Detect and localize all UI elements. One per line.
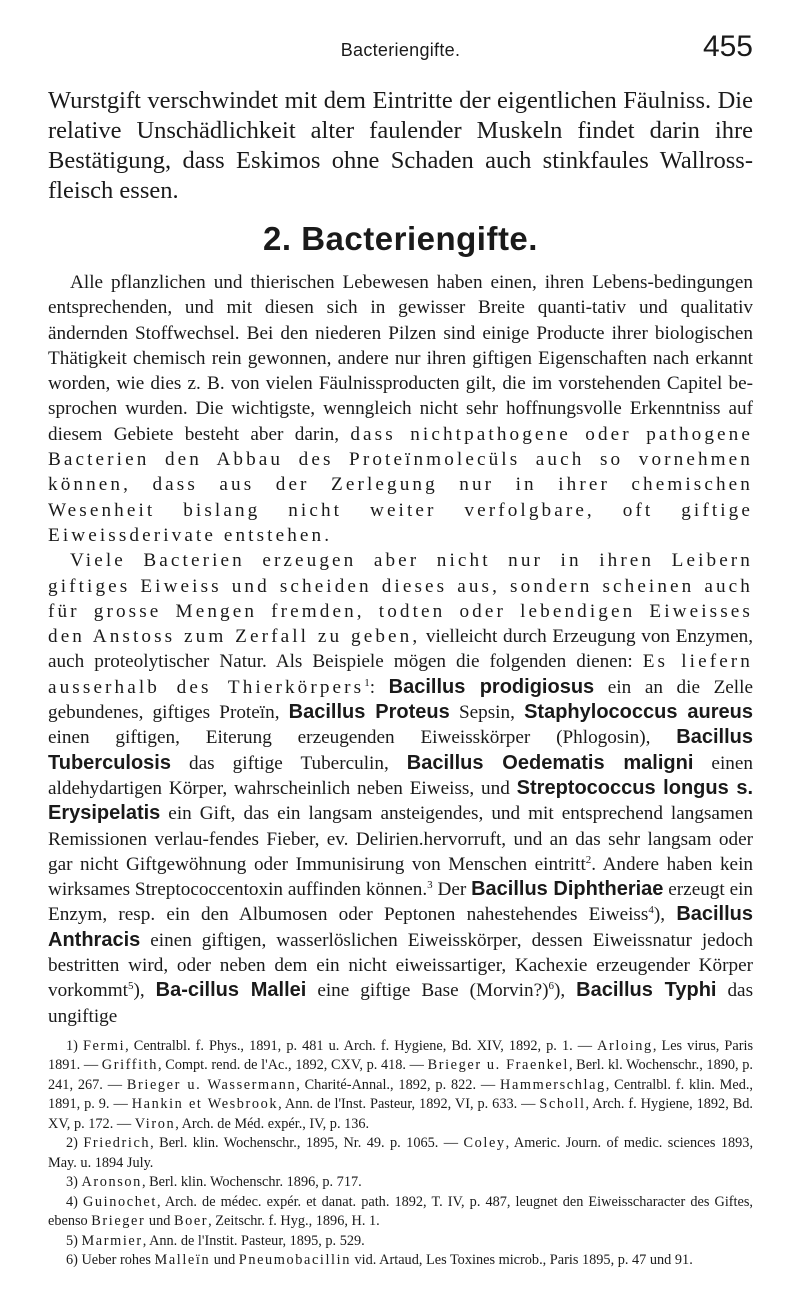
paragraph-text: Sepsin, [449,702,525,724]
footnote-ref[interactable]: 2 [585,853,592,866]
footnote-6 [48,1251,753,1271]
footnote-ref[interactable]: 4 [648,904,654,917]
running-head [48,22,753,62]
running-title: Bacteriengifte. [340,40,461,60]
footnote-ref[interactable]: 6 [548,980,554,993]
bacterium-name: Bacillus Typhi [576,979,717,1002]
footnote-text: , Ann. de l'Inst. Pasteur, 1892, VI, p. 633. — [278,1096,540,1113]
footnote-text: , Arch. de Méd. expér., IV, p. 136. [175,1115,370,1132]
paragraph-text: . Andere haben kein wirksames Streptococcentoxin auffinden können. [48,853,753,901]
emphasized-text: dass nichtpathogene oder pathogene Bacterien den Abbau des Proteïnmolecüls auch so vornehmen können, dass aus der Zerlegung nur in ihrer chemischen Wesenheit bislang nicht weiter verfolgbare, oft giftige Eiweissderivate entstehen. [48,423,753,546]
footnote-mark: 6) [66,1252,82,1269]
footnote-author: Brieger [91,1213,146,1230]
bacterium-name: Bacillus Oedematis maligni [406,751,694,774]
footnote-text: , Berl. klin. Wochenschr. 1896, p. 717. [141,1174,362,1191]
footnote-text: und [210,1252,239,1269]
footnote-author: Viron [134,1115,176,1132]
footnote-text: , Arch. de médec. expér. et danat. path. 1892, T. IV, p. 487, leugnet den Eiweisscharacter des Giftes, ebenso [48,1193,754,1230]
paragraph-bacteria-examples [48,548,753,1029]
paragraph-text: ein an die Zelle gebundenes, giftiges Proteïn, [48,676,753,724]
bacterium-name: Bacillus Tuberculosis [48,726,753,774]
footnote-text: , Centralbl. f. Phys., 1891, p. 481 u. Arch. f. Hygiene, Bd. XIV, 1892, p. 1. — [125,1037,598,1054]
footnote-author: Brieger u. Wassermann [126,1076,297,1093]
footnote-author: Aronson [81,1174,142,1191]
footnote-text: vid. Artaud, Les Toxines microb., Paris 1895, p. 47 und 91. [350,1252,693,1269]
footnote-mark: 4) [66,1193,83,1210]
paragraph-text: einen aldehydartigen Körper, wahrscheinlich neben Eiweiss, und [48,752,753,799]
footnote-author: Fermi [82,1037,126,1054]
footnote-author: Hammerschlag [500,1076,606,1093]
section-heading: 2. Bacteriengifte. [263,220,538,257]
footnote-author: Friedrich [83,1135,151,1152]
footnote-text: , Americ. Journ. of medic. sciences 1893, May. u. 1894 July. [48,1135,754,1171]
footnote-author: Pneumobacillin [238,1252,351,1269]
bacterium-name: Streptococcus longus s. Erysipelatis [48,776,754,825]
paragraph-stoffwechsel [48,270,753,548]
footnote-author: Boer [173,1213,209,1230]
lead-paragraph: Wurstgift verschwindet mit dem Eintritte der eigentlichen Fäulniss. Die relative Unschädlichkeit alter faulender Muskeln findet darin ihre Bestätigung, dass Eskimos ohne Schaden auch stinkfaules Wallross-fleisch essen. [48,87,753,204]
footnote-ref[interactable]: 5 [127,980,134,993]
footnote-ref[interactable]: 3 [427,879,433,892]
footnote-ref[interactable]: 1 [364,676,370,689]
paragraph-text: einen giftigen, Eiterung erzeugenden Eiweisskörper (Phlogosin), [48,727,677,749]
bacterium-name: Bacillus Diphtheriae [471,878,664,901]
body-text [48,86,753,1271]
paragraph-text: einen giftigen, wasserlöslichen Eiweisskörper, dessen Eiweissnatur jedoch bestritten wird, oder neben dem ein nicht eiweissartiger, Kachexie erzeugender Körper vorkommt [48,929,753,1002]
footnote-author: Scholl [539,1096,586,1113]
paragraph-text: vielleicht durch Erzeugung von Enzymen, auch proteolytischer Natur. Als Beispiele mögen die folgenden dienen: [48,626,753,673]
paragraph-text: eine giftige Base (Morvin?) [306,980,549,1002]
paragraph-text: ), [653,904,677,926]
bacterium-name: Bacillus Anthracis [48,903,754,951]
footnote-author: Hankin et Wesbrook [131,1096,279,1113]
bacterium-name: Ba-cillus Mallei [155,979,307,1002]
footnote-mark: 3) [66,1174,82,1191]
footnote-author: Malleïn [154,1252,211,1269]
footnote-5 [48,1232,753,1252]
footnote-mark: 5) [66,1232,82,1249]
emphasized-text: Es liefern ausserhalb des Thierkörpers [48,651,753,698]
paragraph-text: ), [553,980,577,1002]
footnote-2 [48,1134,753,1173]
paragraph-text: Der [432,879,472,901]
paragraph-text: erzeugt ein Enzym, resp. ein den Albumosen oder Peptonen nahestehendes Eiweiss [48,879,754,926]
footnote-mark: 2) [66,1135,84,1152]
footnote-author: Griffith [101,1057,158,1074]
footnote-text: und [145,1213,174,1230]
footnote-author: Arloing [597,1037,653,1054]
paragraph-text: das giftige Tuberculin, [171,752,407,774]
footnote-author: Marmier [81,1232,143,1249]
paragraph-text: Alle pflanzlichen und thierischen Lebewesen haben einen, ihren Lebens-bedingungen entsprechenden, und mit diesen sich in gewisser Breite quanti-tativ und qualitativ ändernden Stoffwechsel. Bei den niederen Pilzen sind einige Producte ihrer biologischen Thätigkeit chemisch rein gewonnen, andere nur ihren giftigen Eigenschaften nach erkannt worden, wie dies z. B. von vielen Fäulnissproducten gilt, die im vorstehenden Capitel be-sprochen wurden. Die wichtigste, wenngleich nicht sehr hoffnungsvolle Erkenntniss auf diesem Gebiete besteht aber darin, [48,272,753,445]
footnote-3 [48,1173,753,1193]
footnote-text: , Charité-Annal., 1892, p. 822. — [296,1076,501,1093]
paragraph-text: ein Gift, das ein langsam ansteigendes, und mit entsprechend langsamen Remissionen verlau-fendes Fieber, ev. Delirien.hervorruft, und an das sehr langsam oder gar nicht Giftgewöhnung oder Immunisirung von Menschen eintritt [48,803,753,875]
footnote-author: Guinochet [83,1193,157,1210]
bacterium-name: Bacillus Proteus [288,701,450,724]
bacterium-name: Bacillus prodigiosus [388,675,595,698]
footnote-author: Brieger u. Fraenkel [427,1057,569,1074]
footnote-4 [48,1193,753,1232]
bacterium-name: Staphylococcus aureus [524,701,753,724]
paragraph-text: ), [133,980,156,1002]
footnote-text: Ueber rohes [81,1252,155,1269]
footnote-author: Coley [463,1135,506,1152]
footnote-mark: 1) [66,1037,83,1054]
footnote-text: , Arch. f. Hygiene, 1892, Bd. XV, p. 172. — [48,1096,753,1132]
footnote-text: , Zeitschr. f. Hyg., 1896, H. 1. [208,1213,380,1230]
paragraph-text: : [369,676,389,698]
emphasized-text: Viele Bacterien erzeugen aber nicht nur in ihren Leibern giftiges Eiweiss und scheiden dieses aus, sondern scheinen auch für grosse Mengen fremden, todten oder lebendigen Eiweisses den Anstoss zum Zerfall zu geben, [48,550,753,648]
footnote-text: , Les virus, Paris 1891. — [48,1037,754,1074]
footnotes [48,1037,753,1271]
footnote-text: , Ann. de l'Instit. Pasteur, 1895, p. 529. [142,1232,365,1249]
paragraph-text: das ungiftige [48,980,754,1027]
page-number: 455 [702,30,753,63]
footnote-text: , Berl. klin. Wochenschr., 1895, Nr. 49. p. 1065. — [150,1135,464,1152]
footnote-text: , Berl. kl. Wochenschr., 1890, p. 241, 267. — [48,1057,753,1093]
footnote-text: , Centralbl. f. klin. Med., 1891, p. 9. — [48,1076,754,1113]
footnote-text: , Compt. rend. de l'Ac., 1892, CXV, p. 418. — [158,1057,428,1074]
footnote-1 [48,1037,753,1135]
